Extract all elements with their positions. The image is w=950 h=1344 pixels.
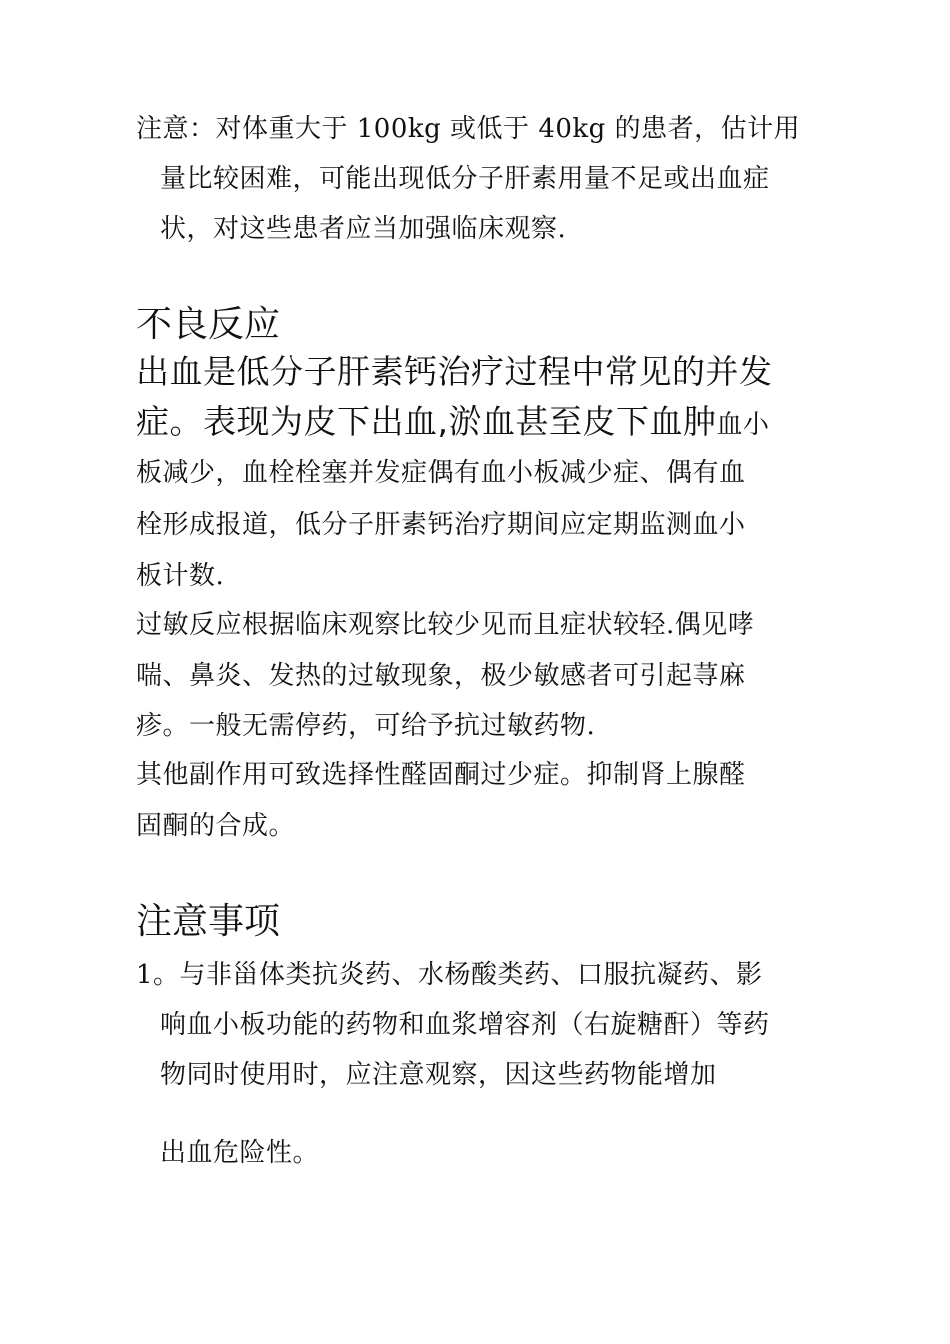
note-line-3: 状，对这些患者应当加强临床观察. bbox=[160, 214, 567, 244]
precautions-item1-tail: 出血危险性。 bbox=[160, 1138, 320, 1168]
note-line-2: 量比较困难，可能出现低分子肝素用量不足或出血症 bbox=[160, 164, 770, 194]
adverse-para2-line-1: 过敏反应根据临床观察比较少见而且症状较轻.偶见哮 bbox=[136, 610, 755, 640]
precautions-item1-line-3: 物同时使用时，应注意观察，因这些药物能增加 bbox=[160, 1060, 717, 1090]
adverse-para2-line-2: 喘、鼻炎、发热的过敏现象，极少敏感者可引起荨麻 bbox=[136, 661, 746, 691]
adverse-para3-line-2: 固酮的合成。 bbox=[136, 811, 296, 841]
adverse-para1-line-3: 板计数. bbox=[136, 561, 225, 591]
adverse-para1-line-2: 栓形成报道，低分子肝素钙治疗期间应定期监测血小 bbox=[136, 510, 746, 540]
adverse-lead-line-2 bbox=[136, 401, 770, 446]
adverse-para3-line-1: 其他副作用可致选择性醛固酮过少症。抑制肾上腺醛 bbox=[136, 760, 746, 790]
adverse-lead-line-2-main: 症。表现为皮下出血,淤血甚至皮下血肿 bbox=[136, 402, 717, 441]
note-line-1: 注意：对体重大于 100kg 或低于 40kg 的患者，估计用 bbox=[136, 114, 801, 144]
adverse-lead-line-1: 出血是低分子肝素钙治疗过程中常见的并发 bbox=[136, 352, 773, 391]
adverse-lead-line-2-tail: 血小 bbox=[716, 410, 770, 440]
adverse-para2-line-3: 疹。一般无需停药，可给予抗过敏药物. bbox=[136, 711, 596, 741]
precautions-item1-line-2: 响血小板功能的药物和血浆增容剂（右旋糖酐）等药 bbox=[160, 1010, 770, 1040]
adverse-para1-line-1: 板减少，血栓栓塞并发症偶有血小板减少症、偶有血 bbox=[136, 458, 746, 488]
adverse-reactions-heading: 不良反应 bbox=[136, 304, 281, 345]
precautions-item1-line-1: 1。与非甾体类抗炎药、水杨酸类药、口服抗凝药、影 bbox=[136, 960, 763, 990]
precautions-heading: 注意事项 bbox=[136, 901, 281, 942]
